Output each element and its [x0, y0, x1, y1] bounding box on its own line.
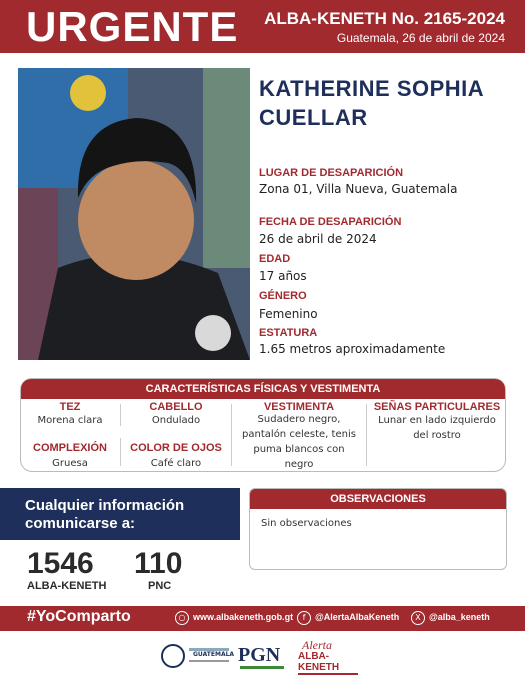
x-icon: X — [411, 611, 425, 625]
observations-value: Sin observaciones — [261, 518, 352, 529]
fecha-label: FECHA DE DESAPARICIÓN — [259, 216, 402, 228]
alert-number: ALBA-KENETH No. 2165-2024 — [264, 9, 505, 28]
tez-label: TEZ — [59, 401, 81, 413]
divider — [366, 404, 367, 466]
alert-logo-top: Alerta — [302, 638, 332, 652]
hashtag: #YoComparto — [27, 608, 131, 625]
header-banner — [0, 0, 525, 53]
phone-label-pnc: PNC — [148, 580, 172, 592]
genero-label: GÉNERO — [259, 290, 307, 302]
divider — [120, 438, 121, 466]
facebook-icon: f — [297, 611, 311, 625]
guatemala-gov-logo — [161, 636, 235, 674]
facebook-link[interactable]: @AlertaAlbaKeneth — [315, 612, 400, 622]
senas-line: Lunar en lado izquierdo — [378, 415, 496, 426]
website-link[interactable]: www.albakeneth.gob.gt — [193, 612, 294, 622]
alert-logo-bottom: ALBA-KENETH — [298, 651, 358, 675]
person-name — [259, 74, 519, 132]
senas-line: del rostro — [413, 430, 461, 441]
characteristics-title: CARACTERÍSTICAS FÍSICAS Y VESTIMENTA — [21, 379, 505, 399]
place-date: Guatemala, 26 de abril de 2024 — [336, 31, 505, 45]
contact-banner — [0, 488, 240, 540]
missing-person-photo — [18, 68, 250, 360]
name-line-1: KATHERINE SOPHIA — [259, 76, 485, 101]
senas-label: SEÑAS PARTICULARES — [373, 401, 501, 413]
senas-value — [368, 413, 506, 443]
cabello-label: CABELLO — [149, 401, 203, 413]
pgn-logo-text: PGN — [238, 644, 281, 666]
contact-line-2: comunicarse a: — [25, 515, 136, 532]
genero-value: Femenino — [259, 307, 318, 321]
vestimenta-label: VESTIMENTA — [263, 401, 335, 413]
estatura-label: ESTATURA — [259, 327, 318, 339]
globe-icon: ○ — [175, 611, 189, 625]
cabello-value: Ondulado — [151, 415, 201, 426]
lugar-value: Zona 01, Villa Nueva, Guatemala — [259, 182, 458, 196]
footer-bar — [0, 606, 525, 631]
observations-box — [249, 488, 507, 570]
contact-line-1: Cualquier información — [25, 497, 185, 514]
observations-title: OBSERVACIONES — [250, 489, 506, 509]
fecha-value: 26 de abril de 2024 — [259, 232, 377, 246]
divider — [231, 404, 232, 466]
x-link[interactable]: @alba_keneth — [429, 612, 490, 622]
ojos-label: COLOR DE OJOS — [130, 442, 222, 454]
edad-label: EDAD — [259, 253, 291, 265]
phone-number-pnc[interactable]: 110 — [134, 547, 183, 580]
phone-label-alba: ALBA-KENETH — [27, 580, 107, 592]
complexion-value: Gruesa — [52, 458, 88, 469]
vestimenta-line: pantalón celeste, tenis — [242, 429, 356, 440]
gov-logo-text: GUATEMALA — [193, 651, 235, 658]
pgn-logo — [238, 636, 290, 674]
alba-keneth-logo — [298, 636, 358, 674]
urgent-title: URGENTE — [26, 3, 239, 50]
vestimenta-line: negro — [284, 459, 314, 470]
edad-value: 17 años — [259, 269, 307, 283]
vestimenta-line: Sudadero negro, — [257, 414, 341, 425]
pgn-stripe — [240, 666, 284, 669]
estatura-value: 1.65 metros aproximadamente — [259, 342, 446, 356]
phone-number-alba[interactable]: 1546 — [27, 547, 94, 580]
divider — [120, 404, 121, 426]
complexion-label: COMPLEXIÓN — [33, 442, 107, 454]
name-line-2: CUELLAR — [259, 105, 368, 130]
vestimenta-line: puma blancos con — [253, 444, 345, 455]
ojos-value: Café claro — [150, 458, 202, 469]
lugar-label: LUGAR DE DESAPARICIÓN — [259, 167, 404, 179]
tez-value: Morena clara — [37, 415, 103, 426]
vestimenta-value — [233, 412, 365, 472]
